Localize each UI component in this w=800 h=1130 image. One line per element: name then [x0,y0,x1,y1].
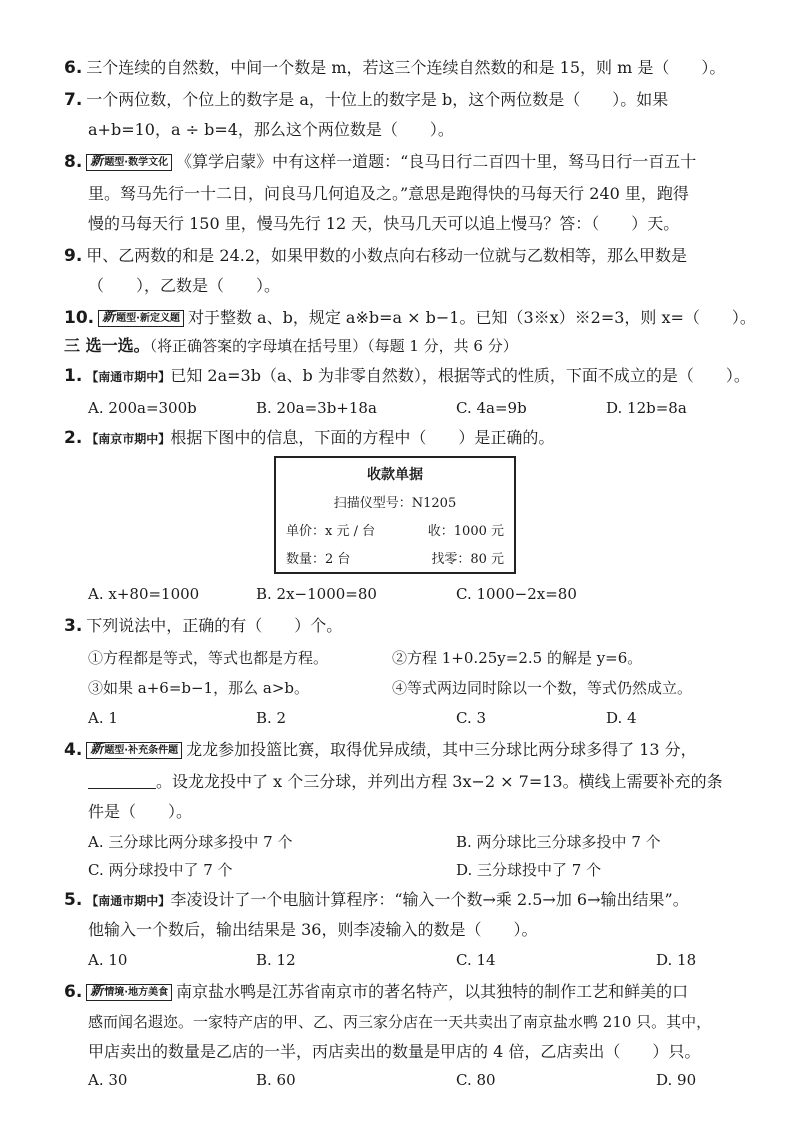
question-continuation: 他输入一个数后，输出结果是 36，则李凌输入的数是（ ）。 [88,920,538,939]
option-d: D. 4 [606,709,637,727]
option-b: B. 60 [256,1071,296,1089]
option-a: A. x+80=1000 [88,585,200,603]
question-continuation: 。设龙龙投中了 x 个三分球，并列出方程 3x−2 × 7=13。横线上需要补充的条 [88,770,760,794]
question-continuation: （ ），乙数是（ ）。 [88,276,281,295]
statement-1: ①方程都是等式，等式也都是方程。 [88,649,329,667]
choice-question-5 [64,888,760,913]
question-number: 3. [64,616,83,636]
choice-question-6 [64,980,760,1004]
option-c: C. 两分球投中了 7 个 [88,861,233,879]
question-number: 1. [64,366,83,386]
option-d: D. 18 [656,951,697,969]
choice-question-3 [64,614,760,638]
source-tag: 【南通市期中】 [86,894,171,908]
source-tag: 【南京市期中】 [86,432,171,446]
question-text: 下列说法中，正确的有（ ）个。 [86,616,343,635]
question-number: 5. [64,890,83,910]
option-c: C. 14 [456,951,496,969]
question-text: 一个两位数，个位上的数字是 a，十位上的数字是 b，这个两位数是（ ）。如果 [86,90,669,109]
statement-4: ④等式两边同时除以一个数，等式仍然成立。 [392,679,693,697]
question-continuation: 甲店卖出的数量是乙店的一半，丙店卖出的数量是甲店的 4 倍，乙店卖出（ ）只。 [88,1042,701,1061]
option-d: D. 12b=8a [606,399,687,417]
option-b: B. 两分球比三分球多投中 7 个 [456,833,661,851]
receipt-box [274,456,516,574]
question-number: 8. [64,152,83,172]
question-number: 4. [64,740,83,760]
question-text: 已知 2a=3b（a、b 为非零自然数），根据等式的性质，下面不成立的是（ ）。 [170,366,750,385]
question-text: 根据下图中的信息，下面的方程中（ ）是正确的。 [170,428,555,447]
section-header [64,334,760,358]
choice-question-4 [64,738,760,762]
option-b: B. 2x−1000=80 [256,585,377,603]
question-text: 《算学启蒙》中有这样一道题：“良马日行二百四十里，驽马日行一百五十 [176,152,697,171]
fill-blank-line [88,774,156,789]
question-number: 6. [64,982,83,1002]
section-note: （将正确答案的字母填在括号里）（每题 1 分，共 6 分） [149,337,518,355]
option-a: A. 1 [88,709,118,727]
question-text: 三个连续的自然数，中间一个数是 m，若这三个连续自然数的和是 15，则 m 是（ ）。 [86,58,726,77]
question-text: 甲、乙两数的和是 24.2，如果甲数的小数点向右移动一位就与乙数相等，那么甲数是 [86,246,688,265]
option-c: C. 4a=9b [456,399,527,417]
question-type-tag: 新题型·补充条件题 [86,742,182,759]
question-text: 龙龙参加投篮比赛，取得优异成绩，其中三分球比两分球多得了 13 分， [186,740,697,759]
statement-2: ②方程 1+0.25y=2.5 的解是 y=6。 [392,649,643,667]
fill-question-10 [64,306,760,330]
option-a: A. 10 [88,951,128,969]
option-c: C. 1000−2x=80 [456,585,577,603]
choice-question-1 [64,364,760,389]
question-continuation: 慢的马每天行 150 里，慢马先行 12 天，快马几天可以追上慢马？答：（ ）天。 [88,214,680,233]
question-number: 2. [64,428,83,448]
question-number: 6. [64,58,83,78]
question-continuation: 件是（ ）。 [88,802,193,821]
receipt-received: 收：1000 元 [427,524,504,539]
receipt-change: 找零：80 元 [431,552,504,567]
option-a: A. 200a=300b [88,399,197,417]
question-continuation: 感而闻名遐迩。一家特产店的甲、乙、丙三家分店在一天共卖出了南京盐水鸭 210 只。其中， [88,1013,712,1031]
question-type-tag: 新题型·新定义题 [98,310,184,327]
question-number: 10. [64,308,95,328]
fill-question-9 [64,244,760,268]
option-b: B. 20a=3b+18a [256,399,377,417]
receipt-model: 扫描仪型号：N1205 [333,496,457,511]
question-text: 李凌设计了一个电脑计算程序：“输入一个数→乘 2.5→加 6→输出结果”。 [170,890,689,909]
question-continuation: 里。驽马先行一十二日，问良马几何追及之。”意思是跑得快的马每天行 240 里，跑得 [88,184,689,203]
option-b: B. 12 [256,951,296,969]
question-text: 南京盐水鸭是江苏省南京市的著名特产，以其独特的制作工艺和鲜美的口 [176,982,689,1001]
option-c: C. 3 [456,709,487,727]
option-d: D. 三分球投中了 7 个 [456,861,602,879]
receipt-quantity: 数量：2 台 [286,552,351,567]
section-title: 三 选一选。 [64,336,150,355]
question-type-tag: 新情境·地方美食 [86,984,172,1001]
fill-question-6 [64,56,760,80]
choice-question-2 [64,426,760,451]
question-text: 对于整数 a、b，规定 a※b=a × b−1。已知（3※x）※2=3，则 x=（ ）。 [187,308,756,327]
receipt-title: 收款单据 [367,467,423,483]
source-tag: 【南通市期中】 [86,370,171,384]
question-number: 9. [64,246,83,266]
question-type-tag: 新题型·数学文化 [86,154,172,171]
option-d: D. 90 [656,1071,697,1089]
fill-question-7 [64,88,760,112]
statement-3: ③如果 a+6=b−1，那么 a>b。 [88,679,309,697]
fill-question-8 [64,150,760,174]
receipt-price: 单价：x 元 / 台 [286,524,376,539]
option-c: C. 80 [456,1071,496,1089]
option-b: B. 2 [256,709,287,727]
question-number: 7. [64,90,83,110]
option-a: A. 三分球比两分球多投中 7 个 [88,833,293,851]
question-continuation: a+b=10，a ÷ b=4，那么这个两位数是（ ）。 [88,120,454,139]
option-a: A. 30 [88,1071,128,1089]
